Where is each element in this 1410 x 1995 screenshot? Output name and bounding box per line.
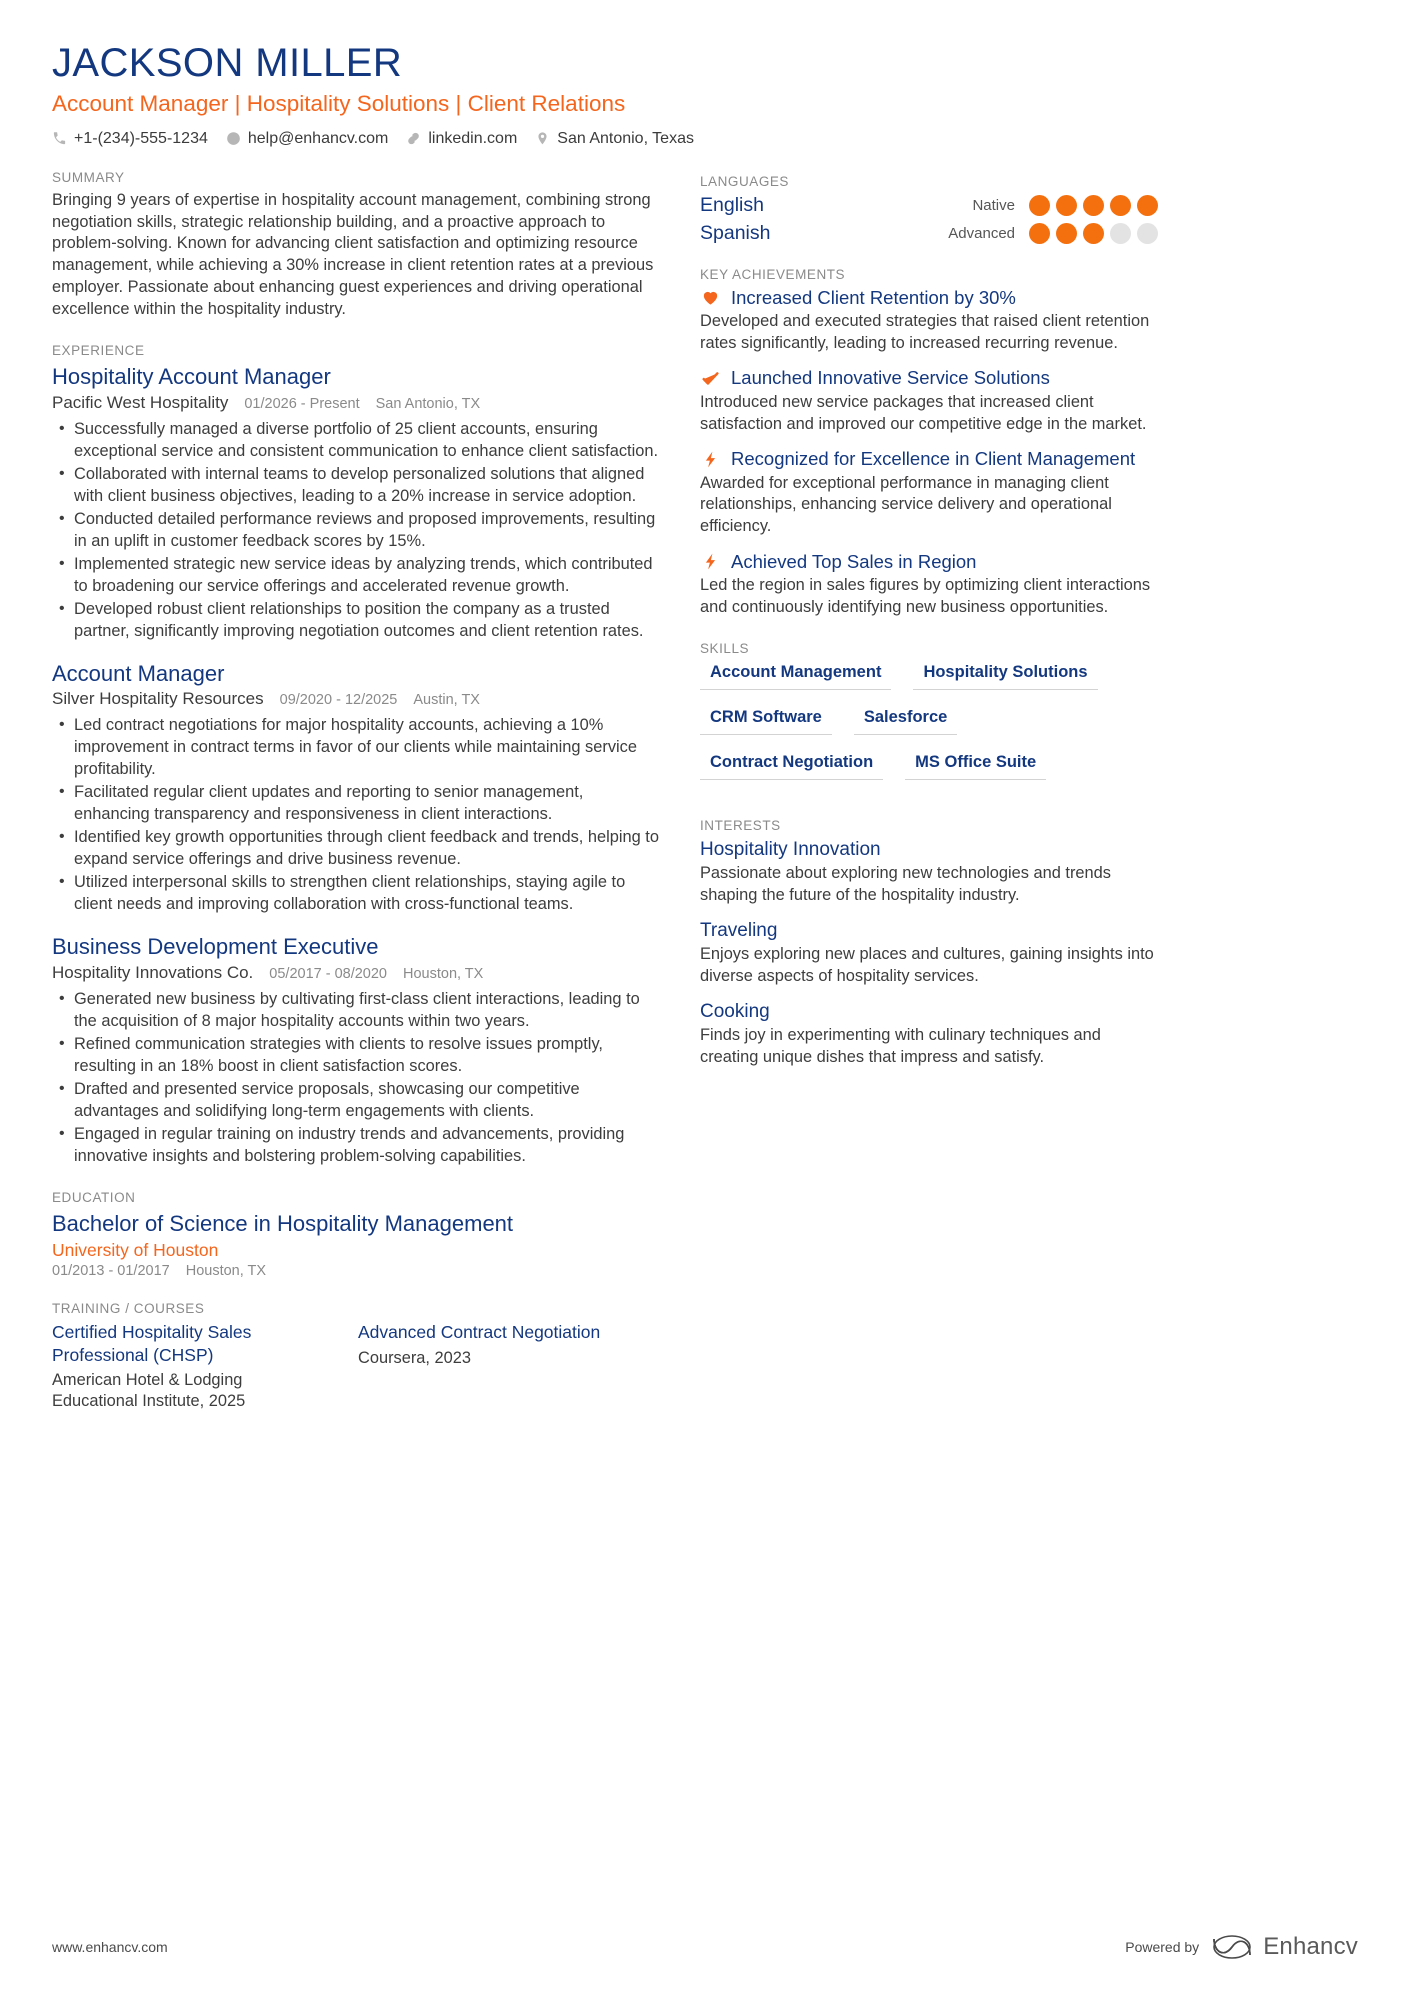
education-degree: Bachelor of Science in Hospitality Management — [52, 1210, 514, 1236]
achievement-title: Launched Innovative Service Solutions — [731, 367, 1050, 389]
training-provider: American Hotel & Lodging Educational Institute, 2025 — [52, 1370, 246, 1411]
contact-list — [52, 130, 1358, 148]
powered-by-label: Powered by — [1125, 1939, 1200, 1955]
job-bullet: • Utilized interpersonal skills to strengthen client relationships, staying agile to client needs and improving collaboration with cross-functional teams. — [52, 872, 660, 916]
interest-name: Cooking — [700, 1000, 770, 1022]
training-list — [52, 1321, 660, 1412]
language-proficiency-dots — [1029, 223, 1158, 244]
enhancv-logo-icon — [1212, 1934, 1254, 1960]
language-level: Native — [972, 196, 1015, 214]
interests-list — [700, 838, 1158, 1069]
job-meta — [52, 393, 660, 413]
languages-section-label: LANGUAGES — [700, 173, 789, 189]
right-column — [700, 170, 1158, 1091]
summary-text: Bringing 9 years of expertise in hospitality account management, combining strong negotiation skills, strategic relationship building, and a proactive approach to problem-solving. Known for advancing client satisfaction and optimizing resource management, while achieving a 30% increase in client retention rates at a previous employer. Passionate about enhancing guest experiences and driving operational excellence within the hospitality industry. — [52, 190, 654, 319]
job-location: Houston, TX — [403, 965, 484, 982]
interest-description: Finds joy in experimenting with culinary techniques and creating unique dishes that impress and satisfy. — [700, 1026, 1101, 1067]
language-proficiency-dots — [1029, 195, 1158, 216]
contact-item-link[interactable] — [406, 130, 517, 148]
job-bullet: • Conducted detailed performance reviews and proposed improvements, resulting in an uplift in customer feedback scores by 15%. — [52, 509, 660, 553]
job-dates: 09/2020 - 12/2025 — [279, 692, 398, 709]
job-company: Pacific West Hospitality — [52, 393, 229, 413]
phone-icon — [52, 131, 67, 146]
achievement-description: Introduced new service packages that increased client satisfaction and improved our competitive edge in the market. — [700, 392, 1147, 433]
job-bullet: • Identified key growth opportunities through client feedback and trends, helping to expand service offerings and drive business revenue. — [52, 827, 660, 871]
summary-section — [52, 170, 660, 322]
job-company: Silver Hospitality Resources — [52, 689, 264, 709]
language-item — [700, 222, 1158, 245]
job-bullet: • Led contract negotiations for major hospitality accounts, achieving a 10% improvement in contract terms in favor of our clients while maintaining service profitability. — [52, 715, 660, 781]
job-bullet: • Collaborated with internal teams to develop personalized solutions that aligned with client business objectives, leading to a 20% increase in service adoption. — [52, 464, 660, 508]
skill-tag: Hospitality Solutions — [913, 661, 1097, 690]
contact-item-location-pin[interactable] — [535, 130, 694, 148]
achievement-header — [700, 367, 1158, 390]
job-dates: 05/2017 - 08/2020 — [269, 965, 387, 982]
job-bullet-list — [52, 419, 660, 643]
page-title: JACKSON MILLER — [52, 41, 403, 85]
experience-item — [52, 933, 660, 1167]
link-icon — [406, 131, 421, 146]
job-meta — [52, 689, 660, 709]
training-item — [52, 1321, 318, 1412]
achievements-list — [700, 287, 1158, 619]
achievement-header — [700, 551, 1158, 574]
skill-tag: Salesforce — [854, 706, 957, 735]
job-location: Austin, TX — [413, 692, 480, 709]
interest-description: Passionate about exploring new technologies and trends shaping the future of the hospitality industry. — [700, 864, 1111, 905]
languages-list — [700, 194, 1158, 245]
experience-list — [52, 363, 660, 1167]
lightning-bolt-icon — [700, 448, 720, 470]
achievement-title: Recognized for Excellence in Client Management — [731, 448, 1136, 470]
proficiency-dot — [1056, 223, 1077, 244]
proficiency-dot — [1137, 195, 1158, 216]
footer-website-link[interactable]: www.enhancv.com — [52, 1939, 168, 1955]
achievement-description: Developed and executed strategies that raised client retention rates significantly, leading to increased recurring revenue. — [700, 312, 1150, 352]
proficiency-dot — [1083, 223, 1104, 244]
training-section-label: TRAINING / COURSES — [52, 1301, 205, 1317]
language-name: English — [700, 193, 764, 216]
interest-name: Hospitality Innovation — [700, 838, 881, 860]
resume-body — [52, 170, 1358, 1435]
education-section — [52, 1190, 660, 1280]
contact-text: +1-(234)-555-1234 — [74, 129, 208, 147]
job-bullet: • Developed robust client relationships to position the company as a trusted partner, significantly improving negotiation outcomes and client retention rates. — [52, 599, 660, 643]
achievement-item — [700, 551, 1158, 619]
job-bullet: • Engaged in regular training on industry trends and advancements, providing innovative insights and bolstering problem-solving capabilities. — [52, 1124, 660, 1168]
left-column — [52, 170, 660, 1435]
achievements-section — [700, 267, 1158, 619]
interests-section-label: INTERESTS — [700, 817, 781, 833]
training-provider: Coursera, 2023 — [358, 1348, 471, 1367]
heart-icon — [700, 287, 720, 309]
job-bullet-list — [52, 715, 660, 916]
proficiency-dot — [1110, 195, 1131, 216]
proficiency-dot — [1056, 195, 1077, 216]
proficiency-dot — [1083, 195, 1104, 216]
training-item — [358, 1321, 624, 1412]
language-name: Spanish — [700, 221, 771, 244]
job-meta — [52, 963, 660, 983]
achievement-description: Led the region in sales figures by optimizing client interactions and continuously identifying new business opportunities. — [700, 576, 1151, 617]
achievement-title: Increased Client Retention by 30% — [731, 286, 1016, 308]
job-company: Hospitality Innovations Co. — [52, 962, 254, 982]
contact-text: help@enhancv.com — [247, 129, 389, 147]
job-bullet: • Implemented strategic new service ideas by analyzing trends, which contributed to broadening our service offerings and accelerated revenue growth. — [52, 554, 660, 598]
email-icon — [226, 131, 241, 146]
experience-section — [52, 343, 660, 1167]
proficiency-dot — [1029, 195, 1050, 216]
education-school: University of Houston — [52, 1240, 219, 1261]
skills-section — [700, 641, 1158, 796]
proficiency-dot — [1137, 223, 1158, 244]
education-section-label: EDUCATION — [52, 1189, 136, 1205]
skills-list — [700, 661, 1158, 796]
enhancv-wordmark: Enhancv — [1263, 1933, 1358, 1960]
achievement-item — [700, 287, 1158, 355]
contact-item-email[interactable] — [226, 130, 388, 148]
achievement-item — [700, 367, 1158, 435]
education-meta — [52, 1263, 660, 1279]
experience-item — [52, 660, 660, 916]
summary-section-label: SUMMARY — [52, 169, 125, 185]
job-bullet: • Refined communication strategies with clients to resolve issues promptly, resulting in an 18% boost in client satisfaction scores. — [52, 1034, 660, 1078]
skills-section-label: SKILLS — [700, 640, 750, 656]
location-pin-icon — [535, 131, 550, 146]
job-bullet: • Drafted and presented service proposals, showcasing our competitive advantages and solidifying long-term engagements with clients. — [52, 1079, 660, 1123]
job-location: San Antonio, TX — [375, 396, 481, 413]
proficiency-dot — [1110, 223, 1131, 244]
achievements-section-label: KEY ACHIEVEMENTS — [700, 266, 846, 282]
skill-tag: Contract Negotiation — [700, 751, 883, 780]
footer-branding — [1125, 1933, 1358, 1961]
language-level: Advanced — [948, 224, 1015, 242]
languages-section — [700, 174, 1158, 245]
job-title: Account Manager — [52, 660, 225, 686]
interest-item — [700, 1000, 1158, 1069]
headline-subtitle: Account Manager | Hospitality Solutions | Client Relations — [52, 91, 626, 117]
training-section — [52, 1301, 660, 1412]
job-dates: 01/2026 - Present — [244, 396, 360, 413]
job-title: Hospitality Account Manager — [52, 364, 331, 390]
experience-section-label: EXPERIENCE — [52, 343, 145, 359]
achievement-item — [700, 448, 1158, 538]
achievement-description: Awarded for exceptional performance in managing client relationships, enhancing service delivery and operational efficiency. — [700, 473, 1112, 536]
contact-text: linkedin.com — [428, 129, 518, 147]
contact-item-phone[interactable] — [52, 130, 208, 148]
job-bullet: • Generated new business by cultivating first-class client interactions, leading to the acquisition of 8 major hospitality accounts within two years. — [52, 989, 660, 1033]
training-name: Certified Hospitality Sales Professional (CHSP) — [52, 1322, 252, 1365]
job-bullet: • Successfully managed a diverse portfolio of 25 client accounts, ensuring exceptional service and consistent communication to enhance client satisfaction. — [52, 419, 660, 463]
job-bullet-list — [52, 989, 660, 1168]
job-title: Business Development Executive — [52, 934, 379, 960]
proficiency-dot — [1029, 223, 1050, 244]
interest-description: Enjoys exploring new places and cultures, gaining insights into diverse aspects of hospitality services. — [700, 945, 1154, 986]
check-icon — [700, 367, 720, 389]
education-dates: 01/2013 - 01/2017 — [52, 1263, 170, 1280]
resume-header — [52, 40, 1358, 148]
interest-name: Traveling — [700, 919, 778, 941]
training-name: Advanced Contract Negotiation — [358, 1322, 601, 1343]
contact-text: San Antonio, Texas — [557, 129, 694, 147]
skill-tag: MS Office Suite — [905, 751, 1046, 780]
skill-tag: CRM Software — [700, 706, 832, 735]
job-bullet: • Facilitated regular client updates and reporting to senior management, enhancing transparency and responsiveness in client interactions. — [52, 782, 660, 826]
interests-section — [700, 818, 1158, 1069]
skill-tag: Account Management — [700, 661, 891, 690]
interest-item — [700, 838, 1158, 907]
achievement-header — [700, 448, 1158, 471]
language-item — [700, 194, 1158, 217]
achievement-title: Achieved Top Sales in Region — [731, 550, 977, 572]
lightning-bolt-icon — [700, 551, 720, 573]
interest-item — [700, 919, 1158, 988]
page-footer — [0, 1899, 1410, 1995]
education-location: Houston, TX — [185, 1263, 267, 1280]
experience-item — [52, 363, 660, 642]
enhancv-brand — [1212, 1933, 1358, 1961]
achievement-header — [700, 287, 1158, 310]
